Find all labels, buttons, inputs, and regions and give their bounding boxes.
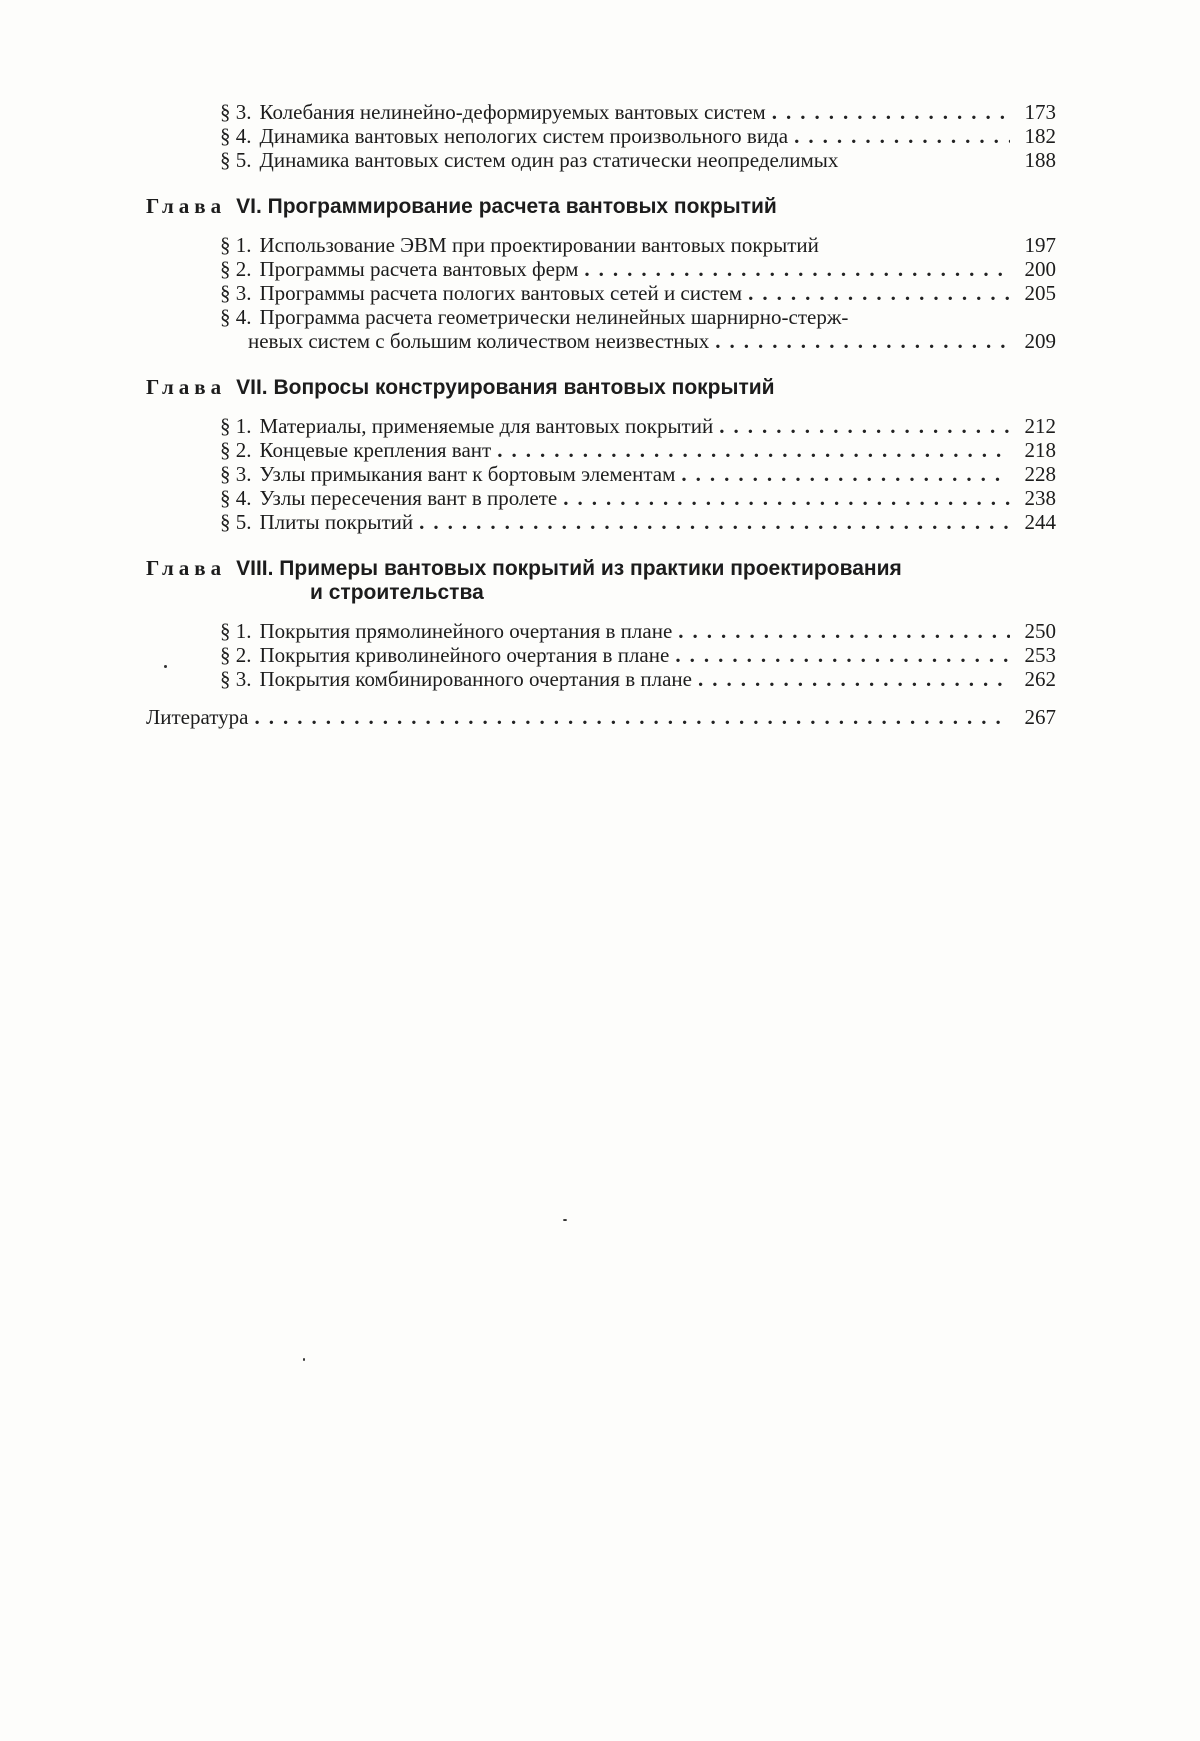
chapter-title: VI. Программирование расчета вантовых покрытий bbox=[236, 195, 777, 218]
dot-leader bbox=[584, 257, 1010, 281]
page-number: 182 bbox=[1024, 124, 1056, 148]
page-number: 200 bbox=[1024, 257, 1056, 281]
page-number: 188 bbox=[1024, 148, 1056, 172]
section-number: § 3. bbox=[220, 462, 252, 486]
section-number: § 1. bbox=[220, 619, 252, 643]
entry-title: Динамика вантовых непологих систем произвольного вида bbox=[259, 124, 789, 148]
dot-leader bbox=[419, 510, 1010, 534]
toc-literature bbox=[146, 705, 1056, 729]
chapter-heading bbox=[146, 194, 1056, 219]
dot-leader bbox=[772, 100, 1010, 124]
section-number: § 3. bbox=[220, 281, 252, 305]
scan-speck bbox=[303, 1358, 305, 1361]
toc-entry bbox=[146, 667, 1056, 691]
section-number: § 3. bbox=[220, 100, 252, 124]
toc-entry bbox=[146, 305, 1056, 329]
entry-title-continuation: невых систем с большим количеством неизвестных bbox=[248, 329, 710, 353]
entry-title: Программы расчета пологих вантовых сетей и систем bbox=[259, 281, 743, 305]
page-number: 205 bbox=[1024, 281, 1056, 305]
chapter-word: Глава bbox=[146, 556, 227, 580]
entry-title: Программа расчета геометрически нелинейных шарнирно-стерж- bbox=[259, 305, 849, 329]
toc-entry bbox=[146, 257, 1056, 281]
page-number: 244 bbox=[1024, 510, 1056, 534]
dot-leader bbox=[563, 486, 1010, 510]
page-number: 218 bbox=[1024, 438, 1056, 462]
dot-leader bbox=[254, 705, 1010, 729]
dot-leader bbox=[794, 124, 1010, 148]
toc-entry bbox=[146, 510, 1056, 534]
page-number: 173 bbox=[1024, 100, 1056, 124]
entry-title: Концевые крепления вант bbox=[259, 438, 492, 462]
toc-entry bbox=[146, 462, 1056, 486]
chapter-heading bbox=[146, 556, 1056, 605]
dot-leader bbox=[675, 643, 1010, 667]
chapter-title: VIII. Примеры вантовых покрытий из практики проектирования bbox=[236, 557, 902, 580]
section-number: § 4. bbox=[220, 124, 252, 148]
dot-leader bbox=[678, 619, 1010, 643]
toc-entry bbox=[146, 438, 1056, 462]
page-number: 197 bbox=[1024, 233, 1056, 257]
dot-leader bbox=[715, 329, 1010, 353]
toc-entry bbox=[146, 148, 1056, 172]
toc-entry bbox=[146, 619, 1056, 643]
page-number: 212 bbox=[1024, 414, 1056, 438]
literature-title: Литература bbox=[146, 705, 249, 729]
entry-title: Колебания нелинейно-деформируемых вантовых систем bbox=[259, 100, 766, 124]
section-number: § 2. bbox=[220, 643, 252, 667]
entry-title: Программы расчета вантовых ферм bbox=[259, 257, 579, 281]
toc-entry bbox=[146, 233, 1056, 257]
entry-title: Узлы примыкания вант к бортовым элементам bbox=[259, 462, 676, 486]
chapter-title: VII. Вопросы конструирования вантовых покрытий bbox=[236, 376, 775, 399]
section-number: § 2. bbox=[220, 257, 252, 281]
toc-entry bbox=[146, 100, 1056, 124]
dot-leader bbox=[681, 462, 1010, 486]
chapter-heading bbox=[146, 375, 1056, 400]
section-number: § 3. bbox=[220, 667, 252, 691]
toc-entry bbox=[146, 486, 1056, 510]
section-number: § 4. bbox=[220, 305, 252, 329]
section-number: § 5. bbox=[220, 148, 252, 172]
page-number: 262 bbox=[1024, 667, 1056, 691]
toc-entry bbox=[146, 281, 1056, 305]
section-number: § 1. bbox=[220, 233, 252, 257]
dot-leader bbox=[698, 667, 1010, 691]
entry-title: Плиты покрытий bbox=[259, 510, 414, 534]
page-number: 228 bbox=[1024, 462, 1056, 486]
section-number: § 2. bbox=[220, 438, 252, 462]
section-number: § 5. bbox=[220, 510, 252, 534]
entry-title: Динамика вантовых систем один раз статически неопределимых bbox=[259, 148, 839, 172]
section-number: § 1. bbox=[220, 414, 252, 438]
chapter-word: Глава bbox=[146, 194, 227, 218]
table-of-contents bbox=[146, 100, 1056, 729]
page-number: 267 bbox=[1024, 705, 1056, 729]
scan-speck bbox=[563, 1219, 567, 1221]
page-number: 253 bbox=[1024, 643, 1056, 667]
toc-entry-continuation bbox=[146, 329, 1056, 353]
toc-entry bbox=[146, 414, 1056, 438]
entry-title: Материалы, применяемые для вантовых покрытий bbox=[259, 414, 714, 438]
section-number: § 4. bbox=[220, 486, 252, 510]
toc-entry bbox=[146, 643, 1056, 667]
dot-leader bbox=[719, 414, 1010, 438]
chapter-title-continuation: и строительства bbox=[310, 581, 484, 604]
entry-title: Покрытия комбинированного очертания в плане bbox=[259, 667, 692, 691]
toc-entry bbox=[146, 124, 1056, 148]
entry-title: Использование ЭВМ при проектировании вантовых покрытий bbox=[259, 233, 819, 257]
page-number: 238 bbox=[1024, 486, 1056, 510]
scan-speck bbox=[164, 665, 167, 668]
entry-title: Покрытия прямолинейного очертания в плане bbox=[259, 619, 673, 643]
page-number: 209 bbox=[1024, 329, 1056, 353]
chapter-word: Глава bbox=[146, 375, 227, 399]
dot-leader bbox=[497, 438, 1010, 462]
page-number: 250 bbox=[1024, 619, 1056, 643]
dot-leader bbox=[748, 281, 1010, 305]
entry-title: Узлы пересечения вант в пролете bbox=[259, 486, 558, 510]
entry-title: Покрытия криволинейного очертания в плане bbox=[259, 643, 670, 667]
